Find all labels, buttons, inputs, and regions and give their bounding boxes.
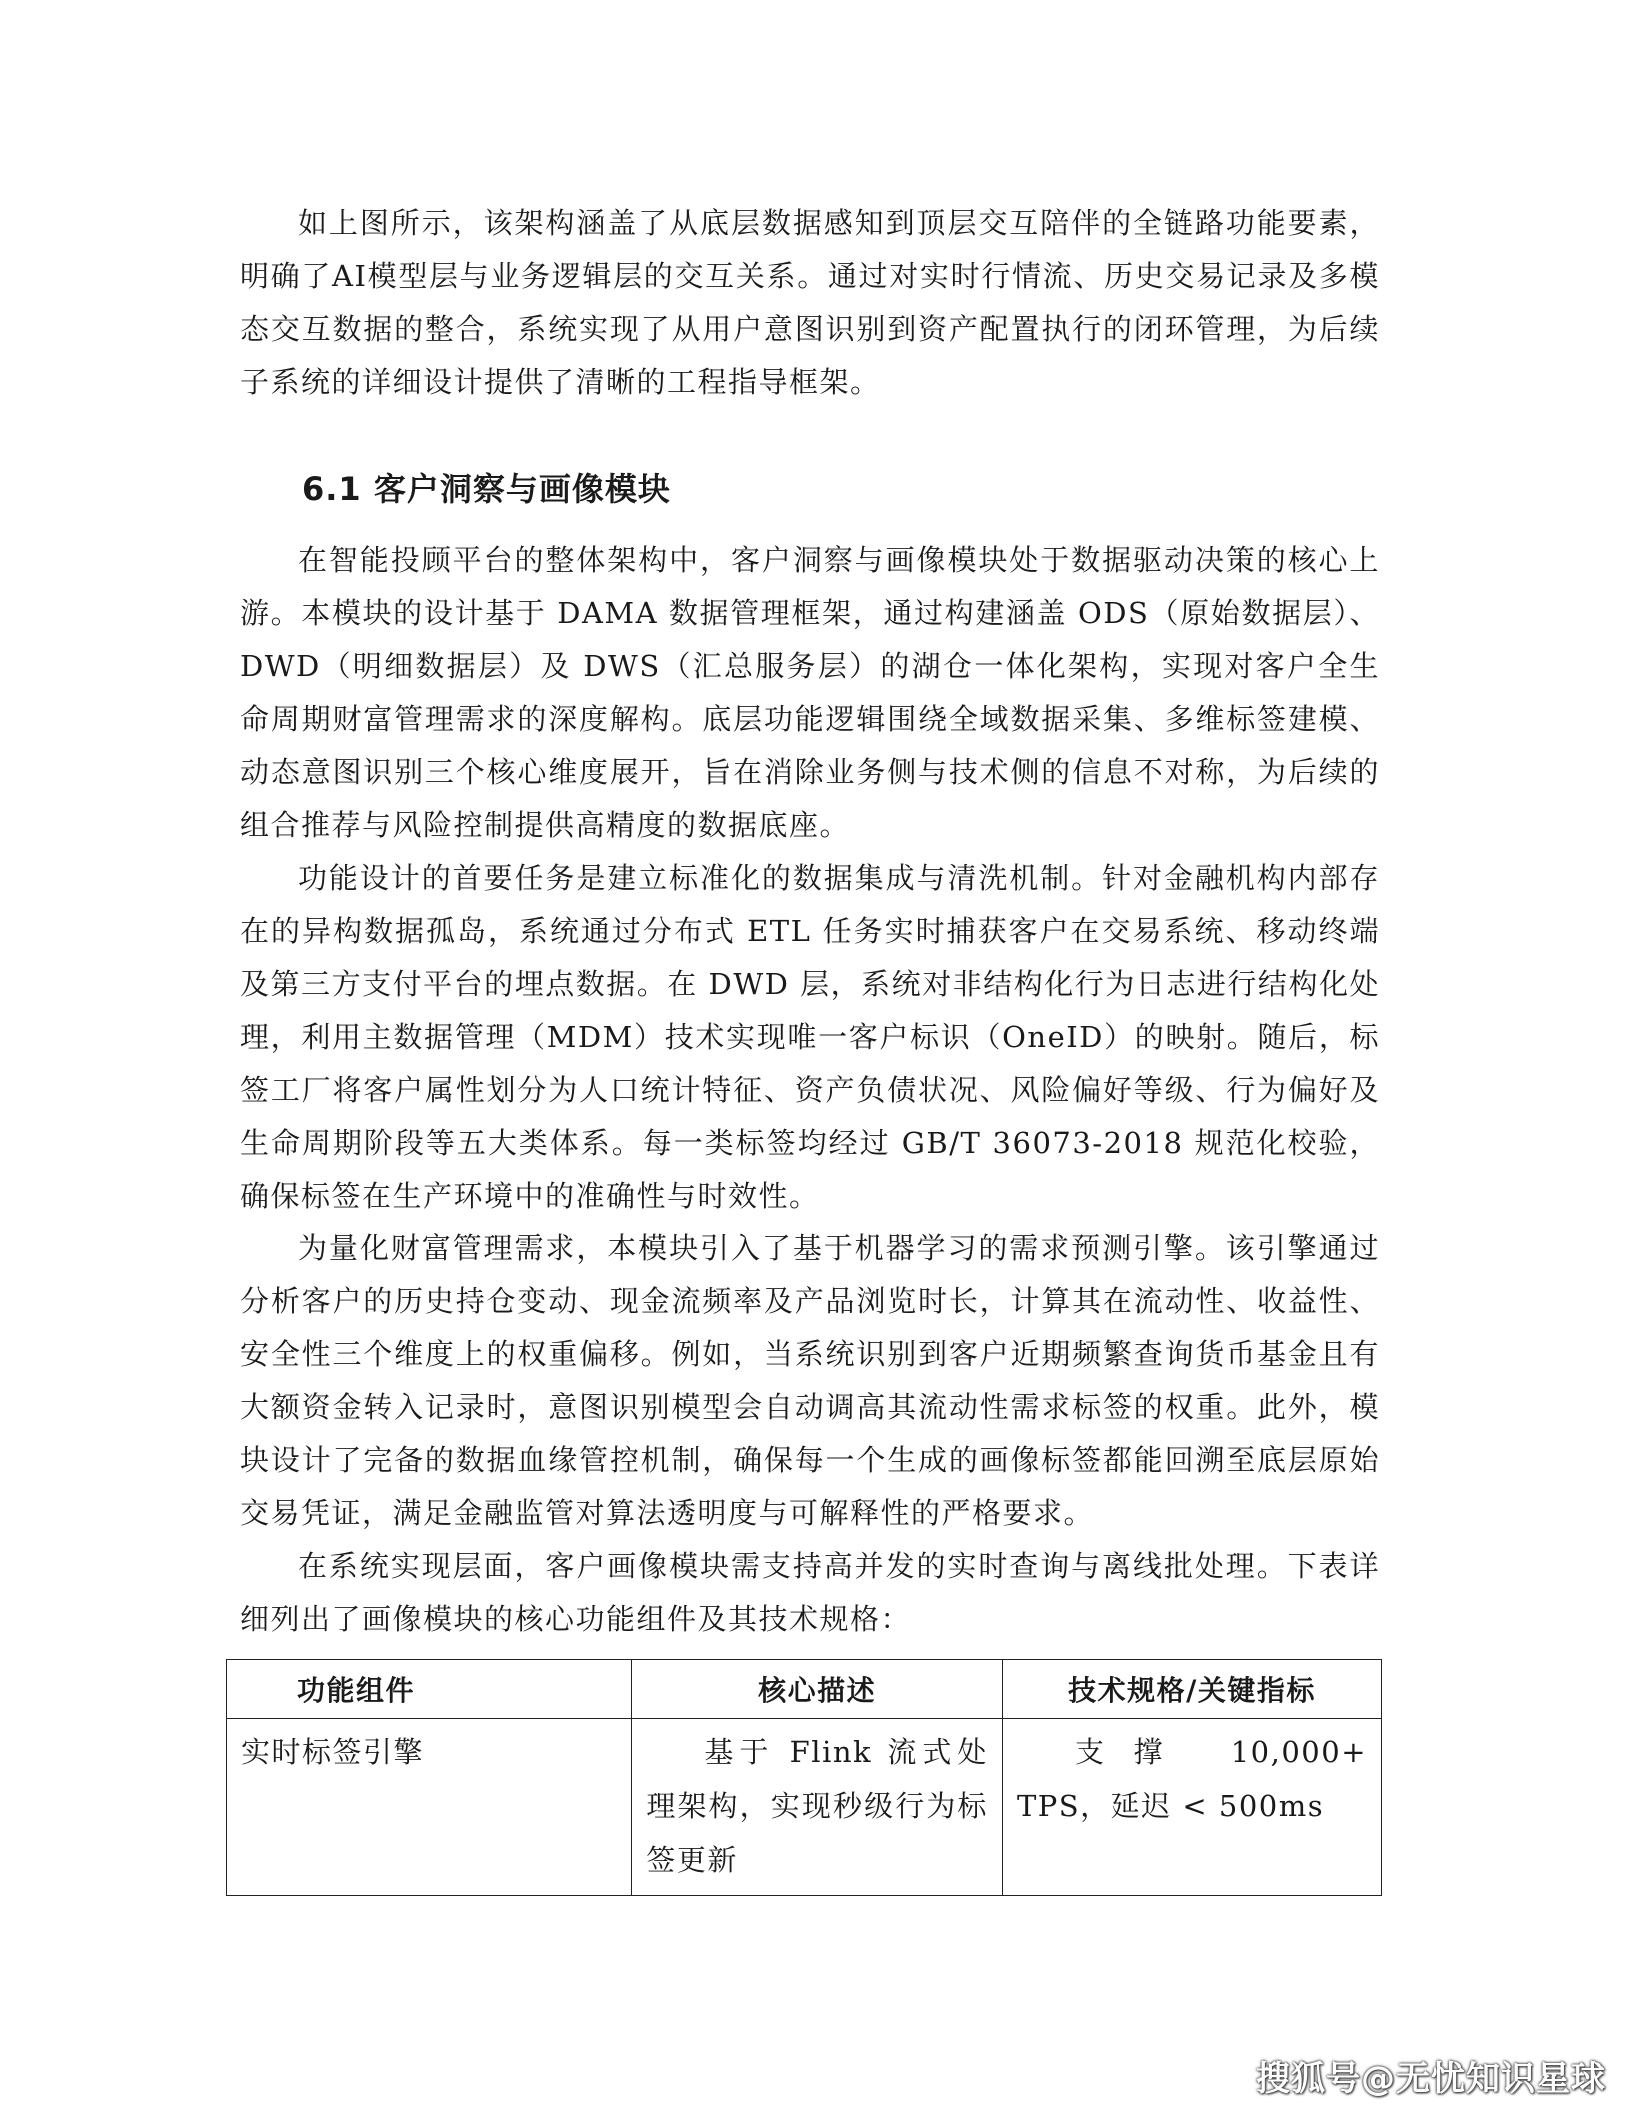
table-cell-component: 实时标签引擎 [227, 1719, 632, 1896]
table-header-spec: 技术规格/关键指标 [1002, 1660, 1381, 1719]
section-heading: 6.1 客户洞察与画像模块 [302, 470, 671, 508]
table-cell-description: 基于 Flink 流式处理架构，实现秒级行为标签更新 [632, 1719, 1003, 1896]
section-paragraph-1: 在智能投顾平台的整体架构中，客户洞察与画像模块处于数据驱动决策的核心上游。本模块的设计基于 DAMA 数据管理框架，通过构建涵盖 ODS（原始数据层）、DWD（明细数据层）及 DWS（汇总服务层）的湖仓一体化架构，实现对客户全生命周期财富管理需求的深度解构。底层功能逻辑围绕全域数据采集、多维标签建模、动态意图识别三个核心维度展开，旨在消除业务侧与技术侧的信息不对称，为后续的组合推荐与风险控制提供高精度的数据底座。 [240, 543, 1380, 842]
table-cell-spec: 支撑 10,000+ TPS，延迟 < 500ms [1002, 1719, 1381, 1896]
table-header-component: 功能组件 [227, 1660, 632, 1719]
intro-paragraph: 如上图所示，该架构涵盖了从底层数据感知到顶层交互陪伴的全链路功能要素，明确了AI模型层与业务逻辑层的交互关系。通过对实时行情流、历史交易记录及多模态交互数据的整合，系统实现了从用户意图识别到资产配置执行的闭环管理，为后续子系统的详细设计提供了清晰的工程指导框架。 [240, 206, 1380, 399]
section-paragraph-3: 为量化财富管理需求，本模块引入了基于机器学习的需求预测引擎。该引擎通过分析客户的历史持仓变动、现金流频率及产品浏览时长，计算其在流动性、收益性、安全性三个维度上的权重偏移。例如，当系统识别到客户近期频繁查询货币基金且有大额资金转入记录时，意图识别模型会自动调高其流动性需求标签的权重。此外，模块设计了完备的数据血缘管控机制，确保每一个生成的画像标签都能回溯至底层原始交易凭证，满足金融监管对算法透明度与可解释性的严格要求。 [240, 1231, 1380, 1530]
table-row [227, 1719, 1382, 1896]
section-paragraph-4: 在系统实现层面，客户画像模块需支持高并发的实时查询与离线批处理。下表详细列出了画像模块的核心功能组件及其技术规格： [240, 1549, 1380, 1636]
table-header-description: 核心描述 [632, 1660, 1003, 1719]
section-paragraph-2: 功能设计的首要任务是建立标准化的数据集成与清洗机制。针对金融机构内部存在的异构数据孤岛，系统通过分布式 ETL 任务实时捕获客户在交易系统、移动终端及第三方支付平台的埋点数据。在 DWD 层，系统对非结构化行为日志进行结构化处理，利用主数据管理（MDM）技术实现唯一客户标识（OneID）的映射。随后，标签工厂将客户属性划分为人口统计特征、资产负债状况、风险偏好等级、行为偏好及生命周期阶段等五大类体系。每一类标签均经过 GB/T 36073-2018 规范化校验，确保标签在生产环境中的准确性与时效性。 [240, 861, 1380, 1213]
watermark-text: 搜狐号@无忧知识星球 [1256, 2059, 1606, 2099]
table-header-row [227, 1660, 1382, 1719]
component-spec-table [226, 1659, 1382, 1896]
